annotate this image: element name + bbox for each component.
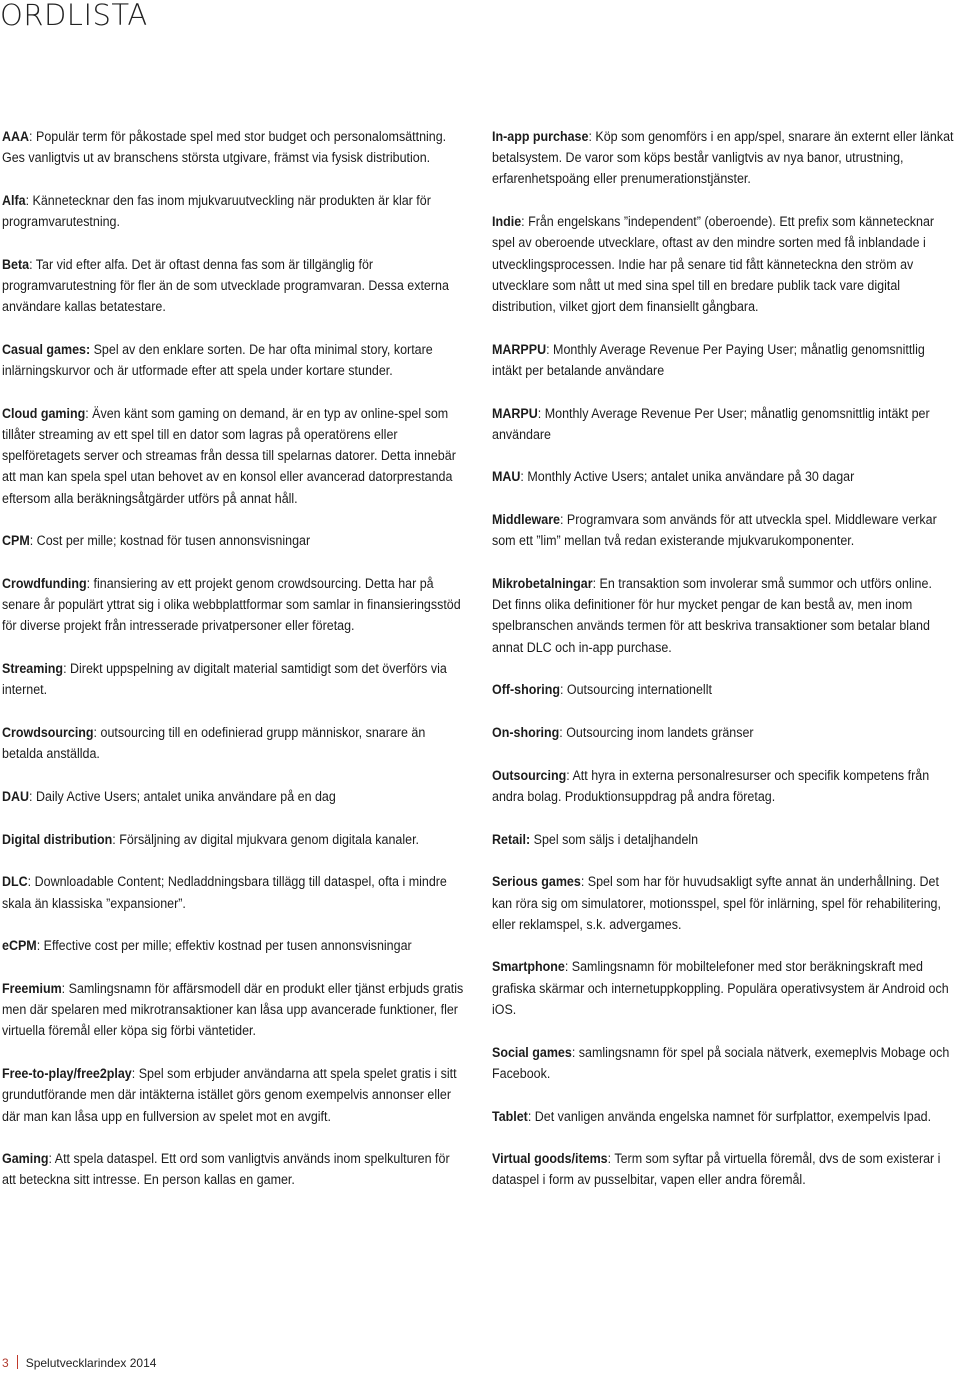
glossary-definition: Spel av den enklare sorten. De har ofta minimal story, kortare inlärningskurvor och är utformade efter att spela under kortare stunder.: [2, 341, 433, 380]
glossary-definition: : Samlingsnamn för affärsmodell där en produkt eller tjänst erbjuds gratis men där spelaren med mikrotransaktioner kan låsa upp avancerade funktioner, fler virtuella föremål eller köpa sig förbi väntetider.: [2, 980, 464, 1040]
glossary-term: In-app purchase: [492, 129, 589, 145]
glossary-definition: : Daily Active Users; antalet unika användare på en dag: [29, 788, 336, 805]
glossary-entry: [2, 574, 464, 638]
glossary-definition: : Outsourcing internationellt: [559, 682, 712, 699]
glossary-term: Off-shoring: [492, 682, 560, 699]
glossary-definition: : Populär term för påkostade spel med stor budget och personalomsättning. Ges vanligtvis ut av branschens största utgivare, främst via fysisk distribution.: [2, 129, 447, 167]
glossary-entry: [2, 255, 464, 319]
glossary-definition: : Effective cost per mille; effektiv kostnad per tusen annonsvisningar: [36, 938, 412, 955]
glossary-definition: : Köp som genomförs i en app/spel, snarare än externt eller länkat betalsystem. De varor som köps består vanligtvis av nya banor, utrustning, erfarenhetspoäng eller prenumerationstjänster.: [492, 129, 954, 188]
glossary-entry: [2, 1149, 464, 1191]
glossary-term: Retail:: [492, 831, 531, 848]
glossary-term: MARPU: [492, 405, 538, 422]
glossary-term: On-shoring: [492, 725, 560, 742]
glossary-entry: [2, 830, 464, 851]
glossary-entry: [2, 531, 464, 552]
glossary-definition: : Term som syftar på virtuella föremål, dvs de som existerar i dataspel i form av pusselbitar, vapen eller andra föremål.: [492, 1151, 941, 1189]
glossary-definition: : Att spela dataspel. Ett ord som vanligtvis används inom spelkulturen för att beteckna sitt intresse. En person kallas en gamer.: [2, 1151, 450, 1189]
glossary-term: Alfa: [2, 192, 26, 209]
glossary-definition: : outsourcing till en odefinierad grupp människor, snarare än betalda anställda.: [2, 725, 426, 763]
glossary-entry: [492, 680, 954, 701]
glossary-definition: : Att hyra in externa personalresurser och specifik kompetens från andra bolag. Produktionsuppdrag på andra företag.: [492, 767, 930, 805]
glossary-definition: : Försäljning av digital mjukvara genom digitala kanaler.: [112, 831, 420, 848]
glossary-term: Digital distribution: [2, 831, 113, 848]
glossary-entry: [492, 127, 954, 191]
glossary-entry: [492, 404, 954, 446]
glossary-entry: [492, 1149, 954, 1191]
glossary-term: MARPPU: [492, 341, 547, 358]
glossary-term: Serious games: [492, 874, 581, 891]
glossary-definition: : Spel som har för huvudsakligt syfte annat än underhållning. Det kan röra sig om simulatorer, motionsspel, spel för inlärning, spel för rehabilitering, eller reklamspel, s.k. advergames.: [492, 874, 941, 933]
glossary-term: Tablet: [492, 1108, 528, 1125]
glossary-definition: : samlingsnamn för spel på sociala nätverk, exemeplvis Mobage och Facebook.: [492, 1044, 950, 1082]
glossary-definition: : Tar vid efter alfa. Det är oftast denna fas som är tillgänglig för programvarutestning för fler än de som utvecklade programvaran. Dessa externa användare kallas betatestare.: [2, 256, 449, 316]
glossary-definition: : Det vanligen använda engelska namnet för surfplattor, exempelvis Ipad.: [527, 1108, 932, 1125]
glossary-definition: : Programvara som används för att utveckla spel. Middleware verkar som ett ”lim” mellan två redan existerande mjukvarukomponenter.: [492, 512, 937, 550]
glossary-term: Smartphone: [492, 959, 565, 976]
page-footer: [2, 1355, 156, 1370]
publication-name: Spelutvecklarindex 2014: [25, 1356, 157, 1370]
glossary-entry: [2, 872, 464, 914]
glossary-term: Streaming: [2, 661, 64, 678]
glossary-entry: [2, 127, 464, 169]
glossary-entry: [2, 191, 464, 233]
glossary-definition: : Cost per mille; kostnad för tusen annonsvisningar: [29, 533, 311, 550]
glossary-term: Freemium: [2, 980, 62, 997]
glossary-definition: : Från engelskans ”independent” (oberoende). Ett prefix som kännetecknar spel av oberoende utvecklare, oftast av den mindre sorten med få inblandade i utvecklingsprocessen. Indie har på senare tid fått känneteckna den ström av utvecklare som nått ut med sina spel till en bredare publik tack vare digital distribution, vilket gjort dem finansiellt gångbara.: [492, 214, 935, 315]
glossary-term: Gaming: [2, 1151, 49, 1168]
glossary-entry: [2, 979, 464, 1043]
glossary-term: Indie: [492, 214, 522, 231]
glossary-entry: [492, 830, 954, 851]
glossary-definition: : Monthly Average Revenue Per User; månatlig genomsnittlig intäkt per användare: [492, 405, 930, 443]
glossary-entry: [492, 340, 954, 382]
glossary-entry: [2, 723, 464, 765]
glossary-definition: : Outsourcing inom landets gränser: [559, 725, 754, 742]
glossary-term: Cloud gaming: [2, 405, 86, 422]
glossary-entry: [492, 574, 954, 659]
glossary-term: Crowdsourcing: [2, 725, 94, 742]
glossary-entry: [2, 340, 464, 382]
glossary-entry: [492, 766, 954, 808]
glossary-term: Crowdfunding: [2, 576, 87, 593]
glossary-definition: : Direkt uppspelning av digitalt material samtidigt som det överförs via internet.: [2, 661, 447, 699]
glossary-definition: : Monthly Active Users; antalet unika användare på 30 dagar: [520, 469, 855, 486]
glossary-definition: : Monthly Average Revenue Per Paying User; månatlig genomsnittlig intäkt per betalande användare: [492, 341, 925, 379]
glossary-entry: [492, 212, 954, 318]
glossary-term: CPM: [2, 533, 30, 550]
glossary-term: Beta: [2, 256, 30, 273]
glossary-entry: [2, 936, 464, 957]
glossary-term: Free-to-play/free2play: [2, 1066, 132, 1083]
glossary-term: MAU: [492, 469, 521, 486]
glossary-entry: [2, 659, 464, 701]
glossary-definition: : finansiering av ett projekt genom crowdsourcing. Detta har på senare år populärt yttrat sig i olika webbplattformar som samlar in finansieringsstöd för diverse projekt från intresserade privatpersoner eller företag.: [2, 576, 461, 635]
glossary-entry: [2, 404, 464, 510]
glossary-column-left: [2, 127, 464, 1213]
glossary-term: Social games: [492, 1044, 572, 1061]
glossary-entry: [492, 872, 954, 936]
glossary-term: Middleware: [492, 512, 560, 529]
glossary-column-right: [492, 127, 954, 1213]
page-title: ORDLISTA: [0, 0, 148, 32]
glossary-definition: : Spel som erbjuder användarna att spela spelet gratis i sitt grundutförande men där intäkterna istället görs genom exempelvis annonser eller där man kan låsa upp en fullversion av spelet mot en avgift.: [2, 1066, 457, 1125]
glossary-entry: [492, 957, 954, 1021]
glossary-entry: [2, 787, 464, 808]
glossary-term: DAU: [2, 788, 30, 805]
glossary-entry: [492, 723, 954, 744]
glossary-term: Virtual goods/items: [492, 1151, 608, 1168]
footer-divider: [17, 1355, 18, 1369]
glossary-entry: [492, 1043, 954, 1085]
glossary-term: DLC: [2, 874, 28, 891]
glossary-definition: : En transaktion som involerar små summor och utförs online. Det finns olika definitioner för hur mycket pengar de kan bestå av, men inom spelbranschen används termen för att beskriva transaktioner som betalar bland annat DLC och in-app purchase.: [492, 576, 932, 656]
glossary-entry: [2, 1064, 464, 1128]
glossary-term: AAA: [2, 129, 30, 145]
glossary-term: Casual games:: [2, 341, 91, 358]
glossary-entry: [492, 467, 954, 488]
glossary-definition: : Kännetecknar den fas inom mjukvaruutveckling när produkten är klar för programvarutestning.: [2, 192, 431, 231]
glossary-term: Outsourcing: [492, 767, 567, 784]
glossary-term: eCPM: [2, 938, 37, 955]
glossary-definition: : Downloadable Content; Nedladdningsbara tillägg till dataspel, ofta i mindre skala än klassiska ”expansioner”.: [2, 874, 447, 912]
glossary-term: Mikrobetalningar: [492, 576, 593, 593]
glossary-definition: Spel som säljs i detaljhandeln: [530, 831, 699, 848]
glossary-definition: : Även känt som gaming on demand, är en typ av online-spel som tillåter streaming av ett spel till en dator som lagras på operatörens eller spelföretagets server och streamas från dessa till spelarnas datorer. Detta innebär att man kan spela spel utan behovet av en konsol eller avancerad datorprestanda eftersom alla beräkningsåtgärder utförs på annat håll.: [2, 405, 456, 507]
glossary-definition: : Samlingsnamn för mobiltelefoner med stor beräkningskraft med grafiska skärmar och internetuppkoppling. Populära operativsystem är Android och iOS.: [492, 959, 949, 1018]
glossary-entry: [492, 510, 954, 552]
glossary-entry: [492, 1107, 954, 1128]
page-number: 3: [2, 1356, 9, 1370]
